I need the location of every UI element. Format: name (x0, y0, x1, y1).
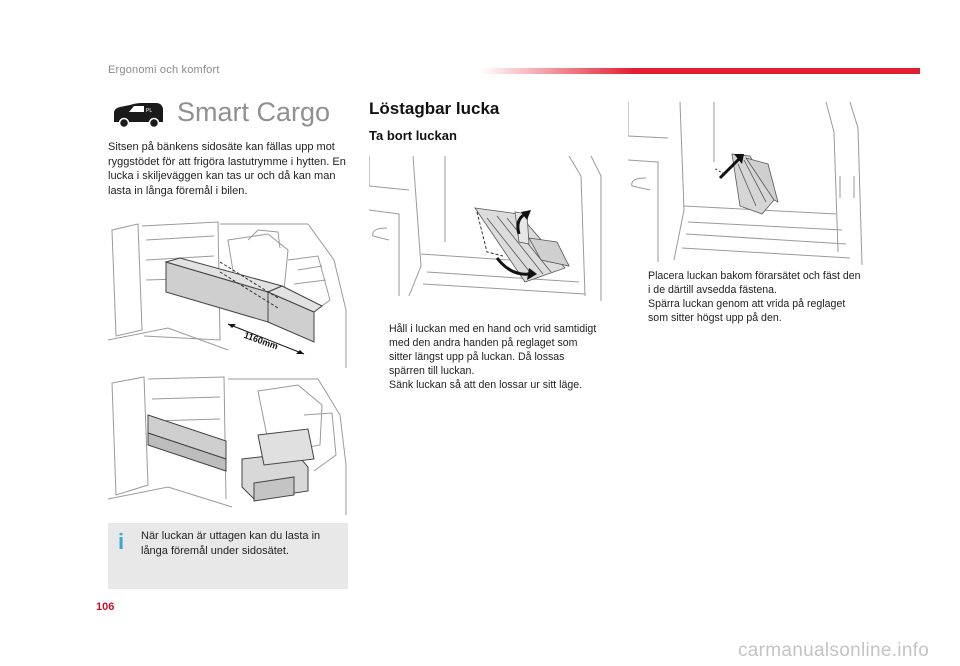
remove-step-1 (369, 322, 602, 378)
smart-cargo-intro: Sitsen på bänkens sidosäte kan fällas upp mot ryggstödet för att frigöra lastutrymme i hytten. En lucka i skiljeväggen kan tas ur och då kan man lasta in långa föremål i bilen. (108, 141, 346, 197)
store-step-1-text: Placera luckan bakom förarsätet och fäst den i de därtill avsedda fästena. (648, 270, 861, 296)
store-step-1 (628, 269, 863, 297)
remove-hatch-subheading: Ta bort luckan (369, 128, 457, 143)
store-hatch-figure (628, 102, 863, 265)
remove-hatch-figure (369, 156, 602, 301)
remove-step-1-text: Håll i luckan med en hand och vrid samtidigt med den andra handen på reglaget som sitter längst upp på luckan. Då lossas spärren till luckan. (389, 323, 597, 377)
section-title: Ergonomi och komfort (108, 64, 220, 76)
bullet-symbol (369, 322, 389, 378)
watermark: carmanualsonline.info (738, 640, 930, 661)
svg-text:PL: PL (146, 108, 153, 114)
remove-step-2 (369, 378, 602, 392)
info-icon: i (118, 529, 125, 554)
remove-steps (369, 322, 602, 392)
info-text: När luckan är uttagen kan du lasta in långa föremål under sidosätet. (141, 530, 321, 557)
remove-step-2-text: Sänk luckan så att den lossar ur sitt läge. (389, 379, 583, 391)
bullet-symbol (628, 297, 648, 325)
hatch-heading: Löstagbar lucka (369, 99, 500, 118)
cargo-dimension-label: 1160mm (242, 330, 280, 352)
cargo-under-seat-figure (108, 375, 348, 515)
page-number: 106 (96, 601, 115, 613)
bullet-symbol (628, 269, 648, 297)
header-accent-line (480, 68, 920, 74)
bullet-symbol (369, 378, 389, 392)
store-step-2-text: Spärra luckan genom att vrida på reglaget som sitter högst upp på den. (648, 298, 846, 324)
smart-cargo-title: Smart Cargo (177, 97, 331, 127)
store-steps (628, 269, 863, 325)
store-step-2 (628, 297, 863, 325)
van-icon (110, 100, 166, 130)
info-box (108, 523, 348, 589)
cargo-length-figure (108, 220, 348, 368)
